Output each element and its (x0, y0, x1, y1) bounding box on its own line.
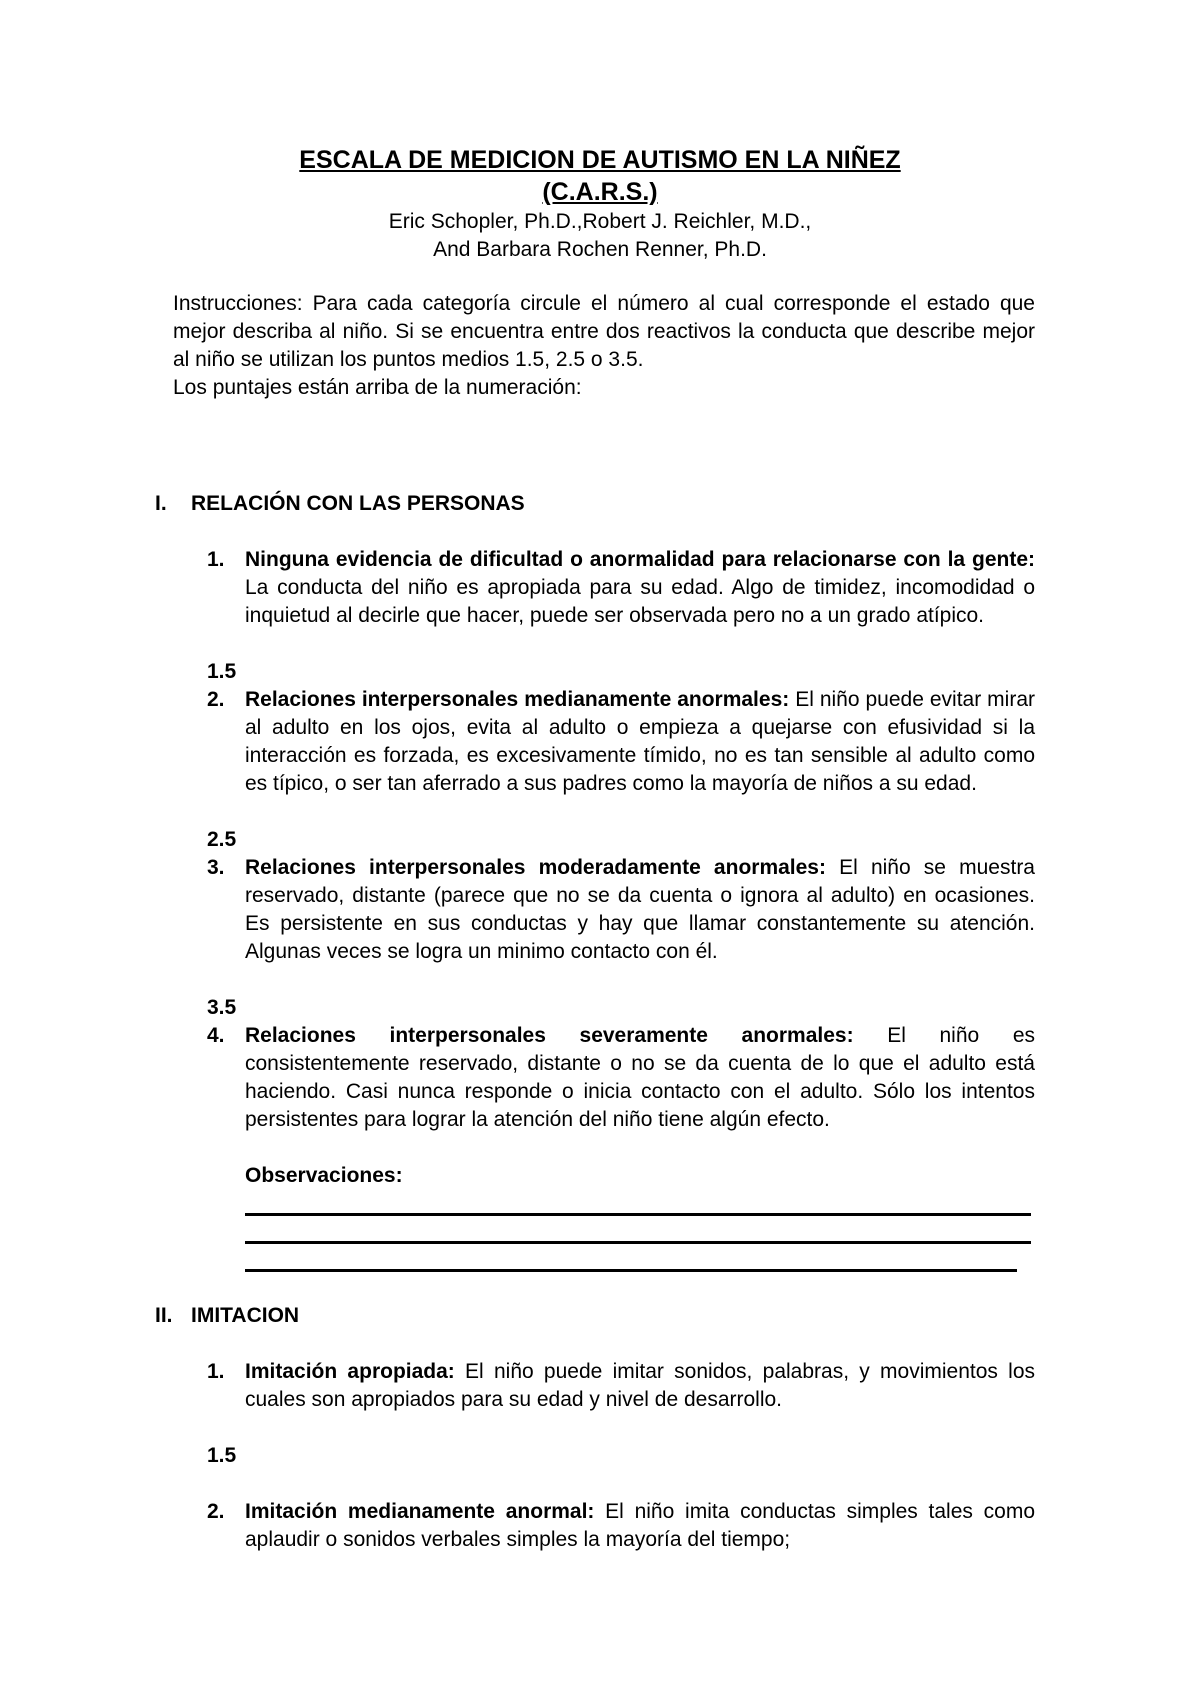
observation-line (245, 1269, 1017, 1272)
score-1-5: 1.5 (207, 660, 237, 683)
score-2-5: 2.5 (207, 828, 237, 851)
item-heading: Imitación medianamente anormal: (245, 1500, 595, 1523)
item-number: 2. (207, 688, 225, 711)
item-number: 4. (207, 1024, 225, 1047)
section-1-heading (155, 490, 525, 518)
section-2-number: II. (155, 1304, 173, 1327)
document-subtitle: (C.A.R.S.) (542, 178, 658, 206)
item-number: 1. (207, 548, 225, 571)
section-1-item-4 (207, 1022, 1035, 1134)
item-text: El niño puede evitar mirar al adulto en los ojos, evita al adulto o empieza a quejarse con efusividad si la interacción es forzada, es excesivamente tímido, no es tan sensible al adulto como es típico, o ser tan aferrado a sus padres como la mayoría de niños a su edad. (245, 688, 1035, 795)
observation-line (245, 1241, 1031, 1244)
authors-line-1: Eric Schopler, Ph.D.,Robert J. Reichler, M.D., (388, 210, 812, 233)
item-number: 3. (207, 856, 225, 879)
item-text: La conducta del niño es apropiada para su edad. Algo de timidez, incomodidad o inquietud al decirle que hacer, puede ser observada pero no a un grado atípico. (245, 576, 1035, 627)
item-text: El niño se muestra reservado, distante (parece que no se da cuenta o ignora al adulto) en ocasiones. Es persistente en sus conductas y hay que llamar constantemente su atención. Algunas veces se logra un minimo contacto con él. (245, 856, 1035, 963)
item-text: El niño puede imitar sonidos, palabras, y movimientos los cuales son apropiados para su edad y nivel de desarrollo. (245, 1360, 1035, 1411)
instructions-text: Instrucciones: Para cada categoría circule el número al cual corresponde el estado que mejor describa al niño. Si se encuentra entre dos reactivos la conducta que describe mejor al niño se utilizan los puntos medios 1.5, 2.5 o 3.5. (173, 292, 1035, 371)
item-text: El niño imita conductas simples tales como aplaudir o sonidos verbales simples la mayoría del tiempo; (245, 1500, 1035, 1551)
document-title: ESCALA DE MEDICION DE AUTISMO EN LA NIÑEZ (299, 146, 901, 174)
score-1-5: 1.5 (207, 1444, 237, 1467)
item-number: 1. (207, 1360, 225, 1383)
section-2-heading (155, 1302, 299, 1330)
section-2-item-2 (207, 1498, 1035, 1554)
score-3-5: 3.5 (207, 996, 237, 1019)
item-heading: Relaciones interpersonales moderadamente anormales: (245, 856, 826, 879)
section-1-item-2 (207, 686, 1035, 798)
authors-line-2: And Barbara Rochen Renner, Ph.D. (433, 238, 767, 261)
section-2-item-1 (207, 1358, 1035, 1414)
item-heading: Imitación apropiada: (245, 1360, 455, 1383)
instructions-note: Los puntajes están arriba de la numeración: (173, 376, 582, 399)
item-heading: Relaciones interpersonales medianamente anormales: (245, 688, 790, 711)
item-heading: Relaciones interpersonales severamente anormales: (245, 1024, 854, 1047)
section-2-title: IMITACION (191, 1304, 300, 1327)
section-1-number: I. (155, 492, 167, 515)
section-1-item-1 (207, 546, 1035, 630)
item-heading: Ninguna evidencia de dificultad o anormalidad para relacionarse con la gente: (245, 548, 1035, 571)
item-number: 2. (207, 1500, 225, 1523)
section-1-title: RELACIÓN CON LAS PERSONAS (191, 492, 525, 515)
instructions-block (173, 290, 1035, 402)
section-1-item-3 (207, 854, 1035, 966)
item-text: El niño es consistentemente reservado, distante o no se da cuenta de lo que el adulto está haciendo. Casi nunca responde o inicia contacto con el adulto. Sólo los intentos persistentes para lograr la atención del niño tiene algún efecto. (245, 1024, 1035, 1131)
observations-label: Observaciones: (245, 1164, 403, 1187)
observation-line (245, 1213, 1031, 1216)
